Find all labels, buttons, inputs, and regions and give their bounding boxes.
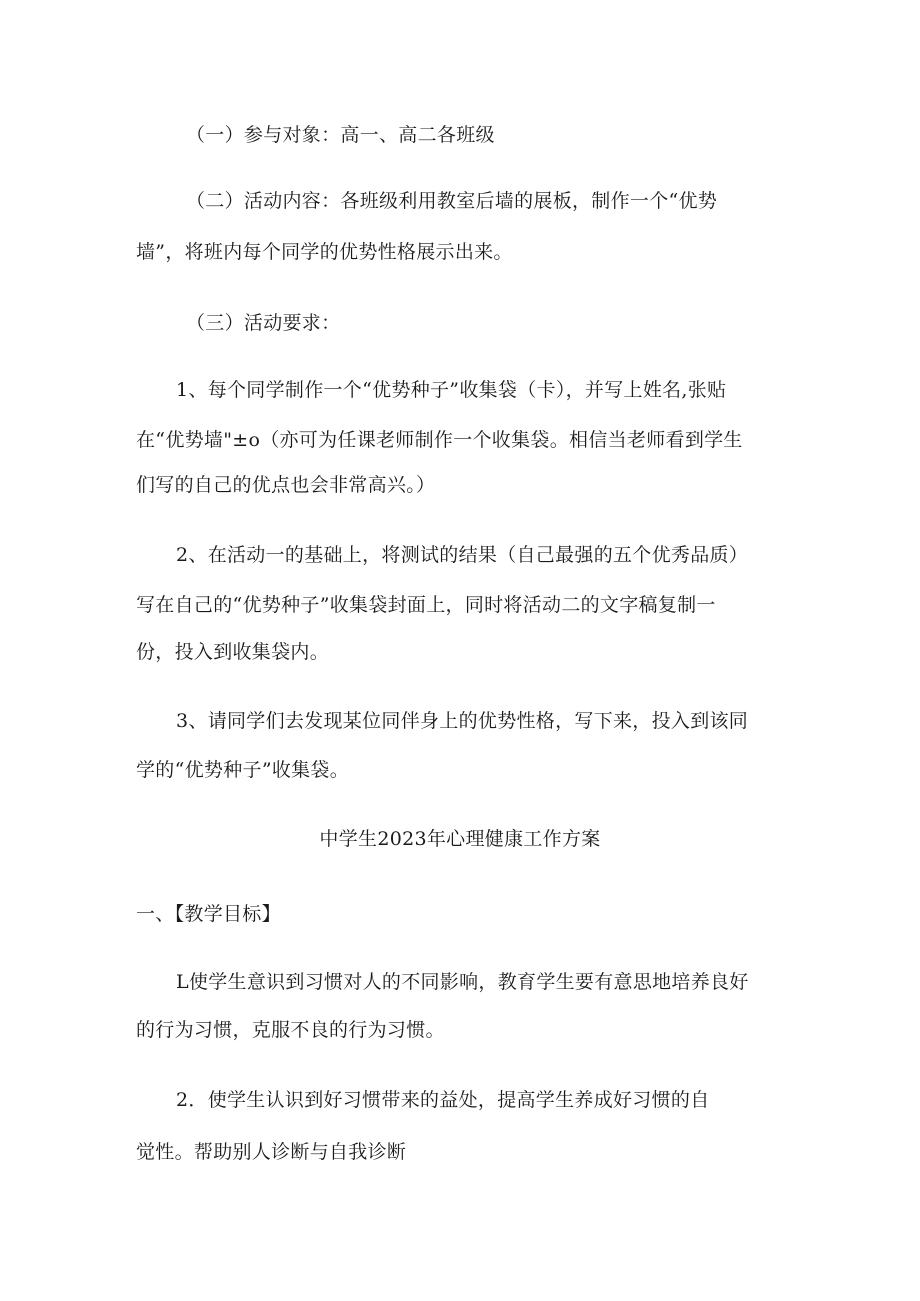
requirement-3-line-1: 3、请同学们去发现某位同伴身上的优势性格，写下来，投入到该同 — [176, 710, 749, 732]
activity-content-line-2: 墙”，将班内每个同学的优势性格展示出来。 — [136, 241, 513, 263]
goal-2-line-2: 觉性。帮助别人诊断与自我诊断 — [136, 1141, 407, 1163]
goal-2-line-1: 2．使学生认识到好习惯带来的益处，提高学生养成好习惯的自 — [176, 1089, 710, 1111]
requirement-1-line-2: 在“优势墙"±o（亦可为任课老师制作一个收集袋。相信当老师看到学生 — [136, 429, 743, 451]
activity-requirements-heading: （三）活动要求： — [186, 312, 341, 334]
goal-1-line-2: 的行为习惯，克服不良的行为习惯。 — [136, 1019, 445, 1041]
requirement-1-line-3: 们写的自己的优点也会非常高兴。） — [136, 474, 436, 496]
teaching-goals-heading: 一、【教学目标】 — [136, 903, 281, 925]
document-title: 中学生2023年心理健康工作方案 — [319, 828, 601, 850]
requirement-2-line-1: 2、在活动一的基础上，将测试的结果（自己最强的五个优秀品质） — [176, 544, 749, 566]
participants-line: （一）参与对象：高一、高二各班级 — [186, 124, 495, 146]
requirement-3-line-2: 学的“优势种子”收集袋。 — [136, 759, 350, 781]
goal-1-line-1: L使学生意识到习惯对人的不同影响，教育学生要有意思地培养良好 — [176, 971, 749, 993]
requirement-1-line-1: 1、每个同学制作一个“优势种子”收集袋（卡），并写上姓名,张贴 — [176, 379, 727, 401]
activity-content-line-1: （二）活动内容：各班级利用教室后墙的展板，制作一个“优势 — [186, 190, 718, 212]
requirement-2-line-2: 写在自己的“优势种子”收集袋封面上，同时将活动二的文字稿复制一 — [136, 594, 716, 616]
requirement-2-line-3: 份，投入到收集袋内。 — [136, 641, 330, 663]
